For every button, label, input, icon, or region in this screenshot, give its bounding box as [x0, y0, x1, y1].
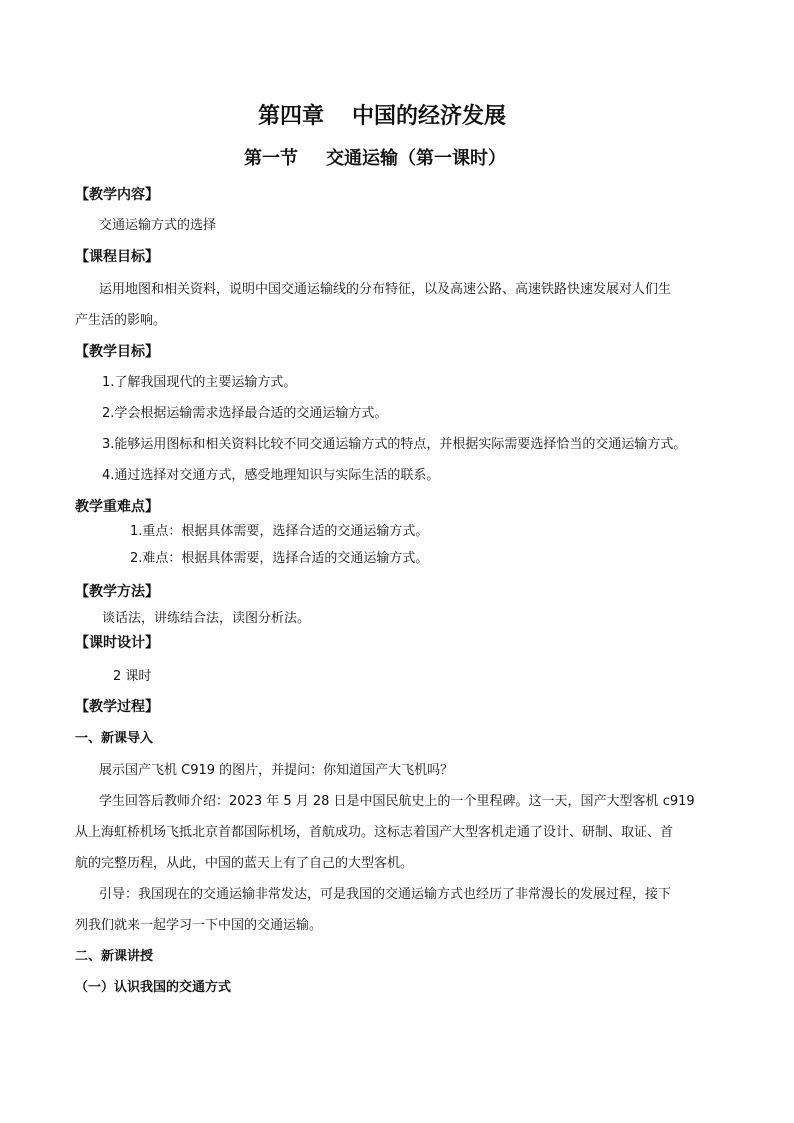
methods-heading: 【教学方法】: [75, 584, 159, 600]
content-heading: 【教学内容】: [75, 187, 159, 203]
chapter-name: 中国的经济发展: [352, 104, 507, 129]
chapter-number: 第四章: [258, 104, 325, 129]
paragraph-line: 学生回答后教师介绍：2023 年 5 月 28 日是中国民航史上的一个里程碑。这一天，国产大型客机 c919: [99, 794, 695, 809]
teaching-goal-item: 4.通过选择对交通方式，感受地理知识与实际生活的联系。: [102, 468, 440, 483]
hours-heading: 【课时设计】: [75, 635, 159, 651]
subsection-heading: （一）认识我国的交通方式: [75, 980, 232, 995]
course-goal-heading: 【课程目标】: [75, 249, 159, 265]
key-points-heading: 教学重难点】: [75, 499, 159, 515]
paragraph-line: 引导：我国现在的交通运输非常发达，可是我国的交通运输方式也经历了非常漫长的发展过程，接下: [99, 887, 672, 902]
process-heading: 【教学过程】: [75, 699, 159, 715]
paragraph-line: 航的完整历程，从此，中国的蓝天上有了自己的大型客机。: [75, 856, 414, 871]
content-text: 交通运输方式的选择: [99, 218, 217, 233]
part2-heading: 二、新课讲授: [75, 949, 154, 964]
key-point-item: 2.难点：根据具体需要，选择合适的交通运输方式。: [130, 551, 429, 566]
course-goal-line: 运用地图和相关资料，说明中国交通运输线的分布特征，以及高速公路、高速铁路快速发展对人们生: [99, 282, 672, 297]
teaching-goals-heading: 【教学目标】: [75, 344, 159, 360]
section-title: [244, 147, 506, 171]
course-goal-line: 产生活的影响。: [75, 313, 167, 328]
paragraph-line: 从上海虹桥机场飞抵北京首都国际机场，首航成功。这标志着国产大型客机走通了设计、研制、取证、首: [75, 825, 674, 840]
paragraph-line: 展示国产飞机 C919 的图片，并提问：你知道国产大飞机吗？: [99, 763, 454, 778]
section-number: 第一节: [244, 148, 298, 169]
chapter-title: [258, 103, 506, 131]
part1-heading: 一、新课导入: [75, 731, 154, 746]
teaching-goal-item: 2.学会根据运输需求选择最合适的交通运输方式。: [102, 406, 388, 421]
key-point-item: 1.重点：根据具体需要，选择合适的交通运输方式。: [130, 524, 429, 539]
section-name: 交通运输（第一课时）: [326, 148, 506, 169]
hours-text: 2 课时: [113, 669, 152, 684]
methods-text: 谈话法，讲练结合法，读图分析法。: [102, 611, 311, 626]
teaching-goal-item: 3.能够运用图标和相关资料比较不同交通运输方式的特点，并根据实际需要选择恰当的交通运输方式。: [102, 437, 687, 452]
paragraph-line: 列我们就来一起学习一下中国的交通运输。: [75, 918, 323, 933]
teaching-goal-item: 1.了解我国现代的主要运输方式。: [102, 375, 297, 390]
